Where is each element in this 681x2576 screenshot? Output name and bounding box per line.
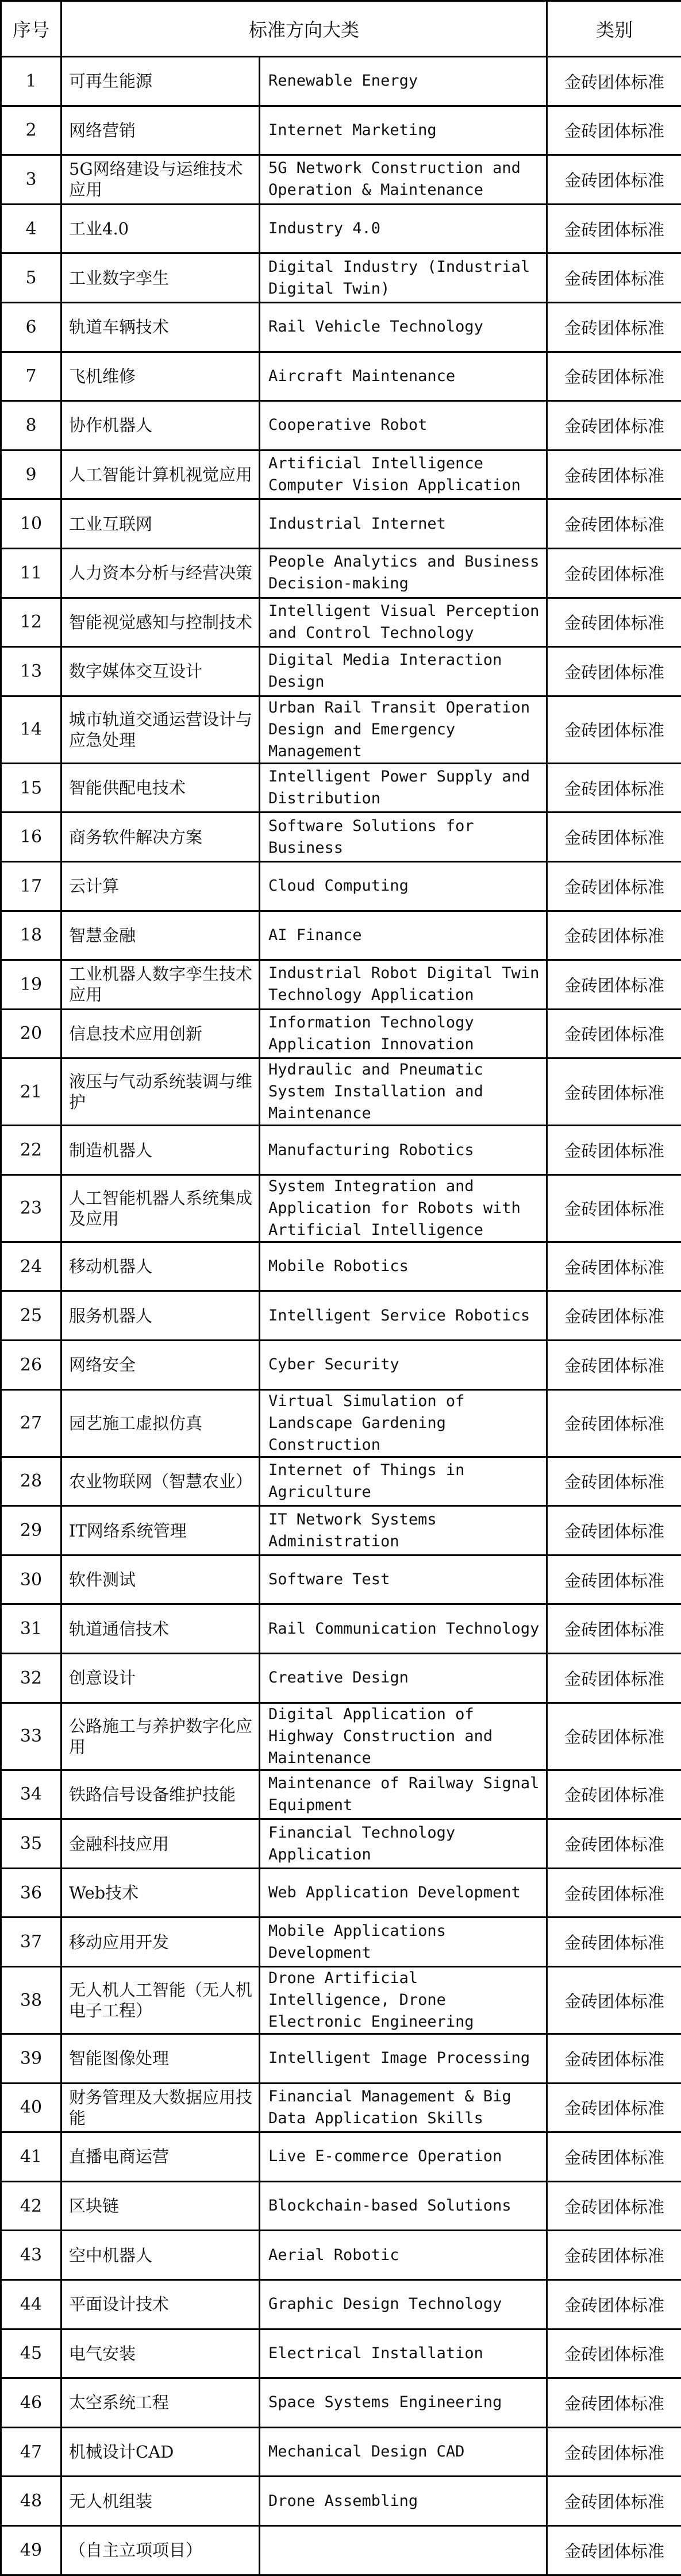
- category-cell: 金砖团体标准: [547, 1058, 681, 1126]
- direction-en: Cloud Computing: [260, 861, 547, 911]
- direction-cn: 平面设计技术: [61, 2279, 260, 2329]
- direction-cn: 工业数字孪生: [61, 253, 260, 303]
- table-row: [1, 548, 681, 598]
- category-cell: 金砖团体标准: [547, 1457, 681, 1506]
- row-number: 23: [1, 1175, 61, 1242]
- row-number: 36: [1, 1868, 61, 1917]
- table-row: [1, 911, 681, 960]
- table-row: [1, 1009, 681, 1058]
- table-row: [1, 1555, 681, 1604]
- direction-cn: 农业物联网（智慧农业）: [61, 1457, 260, 1506]
- category-cell: 金砖团体标准: [547, 1341, 681, 1390]
- row-number: 12: [1, 598, 61, 647]
- table-row: [1, 1341, 681, 1390]
- direction-cn: 太空系统工程: [61, 2378, 260, 2428]
- row-number: 41: [1, 2132, 61, 2182]
- table-row: [1, 1604, 681, 1654]
- category-cell: 金砖团体标准: [547, 1967, 681, 2034]
- row-number: 2: [1, 106, 61, 155]
- category-cell: 金砖团体标准: [547, 2329, 681, 2378]
- category-cell: 金砖团体标准: [547, 598, 681, 647]
- table-row: [1, 598, 681, 647]
- table-row: [1, 302, 681, 352]
- row-number: 9: [1, 450, 61, 499]
- direction-cn: 创意设计: [61, 1654, 260, 1703]
- table-row: [1, 1291, 681, 1341]
- direction-en: Artificial Intelligence Computer Vision Application: [260, 450, 547, 499]
- direction-en: Hydraulic and Pneumatic System Installation and Maintenance: [260, 1058, 547, 1126]
- row-number: 13: [1, 647, 61, 696]
- category-cell: 金砖团体标准: [547, 548, 681, 598]
- direction-cn: 轨道车辆技术: [61, 302, 260, 352]
- direction-cn: IT网络系统管理: [61, 1506, 260, 1555]
- category-cell: 金砖团体标准: [547, 813, 681, 862]
- direction-en: [260, 2525, 547, 2575]
- row-number: 21: [1, 1058, 61, 1126]
- direction-en: Financial Management & Big Data Application Skills: [260, 2083, 547, 2132]
- direction-cn: 城市轨道交通运营设计与应急处理: [61, 696, 260, 763]
- direction-en: Aerial Robotic: [260, 2231, 547, 2280]
- direction-en: Industrial Robot Digital Twin Technology Application: [260, 960, 547, 1010]
- row-number: 44: [1, 2279, 61, 2329]
- direction-cn: 人力资本分析与经营决策: [61, 548, 260, 598]
- category-cell: 金砖团体标准: [547, 2525, 681, 2575]
- category-cell: 金砖团体标准: [547, 1819, 681, 1869]
- row-number: 17: [1, 861, 61, 911]
- table-row: [1, 2132, 681, 2182]
- direction-cn: 铁路信号设备维护技能: [61, 1770, 260, 1819]
- table-row: [1, 1175, 681, 1242]
- direction-cn: 服务机器人: [61, 1291, 260, 1341]
- row-number: 37: [1, 1917, 61, 1967]
- direction-en: Live E-commerce Operation: [260, 2132, 547, 2182]
- direction-cn: 智能供配电技术: [61, 763, 260, 813]
- table-row: [1, 2279, 681, 2329]
- category-cell: 金砖团体标准: [547, 302, 681, 352]
- direction-en: Space Systems Engineering: [260, 2378, 547, 2428]
- direction-cn: 协作机器人: [61, 401, 260, 450]
- table-row: [1, 352, 681, 401]
- direction-en: Cooperative Robot: [260, 401, 547, 450]
- row-number: 10: [1, 499, 61, 549]
- table-row: [1, 647, 681, 696]
- direction-cn: Web技术: [61, 1868, 260, 1917]
- table-row: [1, 1868, 681, 1917]
- direction-en: AI Finance: [260, 911, 547, 960]
- direction-cn: 机械设计CAD: [61, 2427, 260, 2477]
- direction-cn: 财务管理及大数据应用技能: [61, 2083, 260, 2132]
- direction-cn: 智慧金融: [61, 911, 260, 960]
- row-number: 1: [1, 57, 61, 106]
- table-row: [1, 2427, 681, 2477]
- table-row: [1, 813, 681, 862]
- table-row: [1, 2231, 681, 2280]
- row-number: 11: [1, 548, 61, 598]
- table-row: [1, 763, 681, 813]
- category-cell: 金砖团体标准: [547, 1389, 681, 1457]
- category-cell: 金砖团体标准: [547, 911, 681, 960]
- direction-en: Renewable Energy: [260, 57, 547, 106]
- row-number: 15: [1, 763, 61, 813]
- category-cell: 金砖团体标准: [547, 1126, 681, 1175]
- direction-cn: 智能图像处理: [61, 2034, 260, 2084]
- direction-en: Urban Rail Transit Operation Design and Emergency Management: [260, 696, 547, 763]
- direction-cn: 制造机器人: [61, 1126, 260, 1175]
- category-cell: 金砖团体标准: [547, 1868, 681, 1917]
- category-cell: 金砖团体标准: [547, 2279, 681, 2329]
- table-row: [1, 1506, 681, 1555]
- direction-en: Mechanical Design CAD: [260, 2427, 547, 2477]
- direction-en: Creative Design: [260, 1654, 547, 1703]
- category-cell: 金砖团体标准: [547, 2231, 681, 2280]
- table-row: [1, 155, 681, 205]
- table-row: [1, 2378, 681, 2428]
- direction-cn: 公路施工与养护数字化应用: [61, 1703, 260, 1770]
- direction-en: Aircraft Maintenance: [260, 352, 547, 401]
- category-cell: 金砖团体标准: [547, 1291, 681, 1341]
- direction-en: Maintenance of Railway Signal Equipment: [260, 1770, 547, 1819]
- direction-cn: 工业互联网: [61, 499, 260, 549]
- row-number: 27: [1, 1389, 61, 1457]
- direction-en: Mobile Applications Development: [260, 1917, 547, 1967]
- category-cell: 金砖团体标准: [547, 57, 681, 106]
- table-row: [1, 57, 681, 106]
- table-row: [1, 1126, 681, 1175]
- direction-en: IT Network Systems Administration: [260, 1506, 547, 1555]
- direction-en: Web Application Development: [260, 1868, 547, 1917]
- direction-cn: 工业4.0: [61, 204, 260, 253]
- row-number: 26: [1, 1341, 61, 1390]
- category-cell: 金砖团体标准: [547, 1703, 681, 1770]
- row-number: 32: [1, 1654, 61, 1703]
- table-row: [1, 2181, 681, 2231]
- direction-cn: 金融科技应用: [61, 1819, 260, 1869]
- direction-cn: （自主立项项目）: [61, 2525, 260, 2575]
- row-number: 28: [1, 1457, 61, 1506]
- direction-cn: 直播电商运营: [61, 2132, 260, 2182]
- category-cell: 金砖团体标准: [547, 696, 681, 763]
- direction-en: Electrical Installation: [260, 2329, 547, 2378]
- header-no: 序号: [1, 1, 61, 57]
- direction-en: Drone Artificial Intelligence, Drone Electronic Engineering: [260, 1967, 547, 2034]
- category-cell: 金砖团体标准: [547, 204, 681, 253]
- table-row: [1, 696, 681, 763]
- category-cell: 金砖团体标准: [547, 647, 681, 696]
- row-number: 25: [1, 1291, 61, 1341]
- direction-en: Intelligent Power Supply and Distribution: [260, 763, 547, 813]
- direction-cn: 信息技术应用创新: [61, 1009, 260, 1058]
- row-number: 38: [1, 1967, 61, 2034]
- table-row: [1, 2477, 681, 2526]
- category-cell: 金砖团体标准: [547, 155, 681, 205]
- direction-cn: 网络安全: [61, 1341, 260, 1390]
- table-row: [1, 861, 681, 911]
- table-row: [1, 1058, 681, 1126]
- row-number: 8: [1, 401, 61, 450]
- row-number: 31: [1, 1604, 61, 1654]
- row-number: 24: [1, 1242, 61, 1291]
- table-row: [1, 1917, 681, 1967]
- category-cell: 金砖团体标准: [547, 499, 681, 549]
- category-cell: 金砖团体标准: [547, 960, 681, 1010]
- direction-en: Rail Vehicle Technology: [260, 302, 547, 352]
- row-number: 47: [1, 2427, 61, 2477]
- direction-cn: 飞机维修: [61, 352, 260, 401]
- direction-en: Software Test: [260, 1555, 547, 1604]
- table-body: [1, 57, 681, 2575]
- direction-en: Blockchain-based Solutions: [260, 2181, 547, 2231]
- row-number: 40: [1, 2083, 61, 2132]
- row-number: 45: [1, 2329, 61, 2378]
- direction-en: People Analytics and Business Decision-making: [260, 548, 547, 598]
- table-row: [1, 1654, 681, 1703]
- row-number: 16: [1, 813, 61, 862]
- header-direction: 标准方向大类: [61, 1, 547, 57]
- direction-cn: 数字媒体交互设计: [61, 647, 260, 696]
- direction-cn: 液压与气动系统装调与维护: [61, 1058, 260, 1126]
- direction-cn: 移动应用开发: [61, 1917, 260, 1967]
- row-number: 35: [1, 1819, 61, 1869]
- table-row: [1, 450, 681, 499]
- header-category: 类别: [547, 1, 681, 57]
- row-number: 19: [1, 960, 61, 1010]
- row-number: 33: [1, 1703, 61, 1770]
- row-number: 18: [1, 911, 61, 960]
- table-header-row: [1, 1, 681, 57]
- direction-en: Digital Application of Highway Construction and Maintenance: [260, 1703, 547, 1770]
- row-number: 43: [1, 2231, 61, 2280]
- row-number: 3: [1, 155, 61, 205]
- row-number: 7: [1, 352, 61, 401]
- direction-cn: 可再生能源: [61, 57, 260, 106]
- category-cell: 金砖团体标准: [547, 401, 681, 450]
- direction-en: Intelligent Service Robotics: [260, 1291, 547, 1341]
- direction-cn: 商务软件解决方案: [61, 813, 260, 862]
- category-cell: 金砖团体标准: [547, 2378, 681, 2428]
- row-number: 22: [1, 1126, 61, 1175]
- table-row: [1, 2329, 681, 2378]
- category-cell: 金砖团体标准: [547, 450, 681, 499]
- direction-en: Drone Assembling: [260, 2477, 547, 2526]
- direction-cn: 电气安装: [61, 2329, 260, 2378]
- row-number: 20: [1, 1009, 61, 1058]
- direction-cn: 无人机人工智能（无人机电子工程）: [61, 1967, 260, 2034]
- direction-en: Internet of Things in Agriculture: [260, 1457, 547, 1506]
- category-cell: 金砖团体标准: [547, 352, 681, 401]
- table-row: [1, 204, 681, 253]
- direction-en: Cyber Security: [260, 1341, 547, 1390]
- row-number: 6: [1, 302, 61, 352]
- direction-en: Industry 4.0: [260, 204, 547, 253]
- row-number: 48: [1, 2477, 61, 2526]
- direction-en: Manufacturing Robotics: [260, 1126, 547, 1175]
- direction-en: Internet Marketing: [260, 106, 547, 155]
- table-row: [1, 1967, 681, 2034]
- direction-en: Digital Media Interaction Design: [260, 647, 547, 696]
- direction-en: Graphic Design Technology: [260, 2279, 547, 2329]
- direction-cn: 园艺施工虚拟仿真: [61, 1389, 260, 1457]
- table-row: [1, 499, 681, 549]
- category-cell: 金砖团体标准: [547, 106, 681, 155]
- category-cell: 金砖团体标准: [547, 2083, 681, 2132]
- category-cell: 金砖团体标准: [547, 1604, 681, 1654]
- category-cell: 金砖团体标准: [547, 1555, 681, 1604]
- category-cell: 金砖团体标准: [547, 1242, 681, 1291]
- row-number: 34: [1, 1770, 61, 1819]
- row-number: 14: [1, 696, 61, 763]
- direction-cn: 网络营销: [61, 106, 260, 155]
- row-number: 4: [1, 204, 61, 253]
- direction-en: Intelligent Visual Perception and Control Technology: [260, 598, 547, 647]
- category-cell: 金砖团体标准: [547, 2477, 681, 2526]
- row-number: 30: [1, 1555, 61, 1604]
- direction-cn: 区块链: [61, 2181, 260, 2231]
- table-row: [1, 1703, 681, 1770]
- table-row: [1, 2034, 681, 2084]
- direction-en: 5G Network Construction and Operation & Maintenance: [260, 155, 547, 205]
- category-cell: 金砖团体标准: [547, 2034, 681, 2084]
- category-cell: 金砖团体标准: [547, 1009, 681, 1058]
- direction-cn: 人工智能计算机视觉应用: [61, 450, 260, 499]
- direction-cn: 无人机组装: [61, 2477, 260, 2526]
- direction-cn: 人工智能机器人系统集成及应用: [61, 1175, 260, 1242]
- direction-cn: 5G网络建设与运维技术应用: [61, 155, 260, 205]
- table-row: [1, 1819, 681, 1869]
- table-row: [1, 1242, 681, 1291]
- category-cell: 金砖团体标准: [547, 1770, 681, 1819]
- table-row: [1, 1389, 681, 1457]
- direction-en: Rail Communication Technology: [260, 1604, 547, 1654]
- category-cell: 金砖团体标准: [547, 1917, 681, 1967]
- direction-cn: 空中机器人: [61, 2231, 260, 2280]
- category-cell: 金砖团体标准: [547, 2181, 681, 2231]
- category-cell: 金砖团体标准: [547, 2427, 681, 2477]
- table-row: [1, 106, 681, 155]
- row-number: 46: [1, 2378, 61, 2428]
- table-row: [1, 960, 681, 1010]
- category-cell: 金砖团体标准: [547, 253, 681, 303]
- table-row: [1, 1457, 681, 1506]
- direction-en: Financial Technology Application: [260, 1819, 547, 1869]
- direction-en: Virtual Simulation of Landscape Gardening Construction: [260, 1389, 547, 1457]
- direction-en: Digital Industry (Industrial Digital Twin): [260, 253, 547, 303]
- direction-en: Intelligent Image Processing: [260, 2034, 547, 2084]
- direction-cn: 轨道通信技术: [61, 1604, 260, 1654]
- direction-en: Information Technology Application Innovation: [260, 1009, 547, 1058]
- category-cell: 金砖团体标准: [547, 763, 681, 813]
- table-row: [1, 2525, 681, 2575]
- direction-cn: 云计算: [61, 861, 260, 911]
- table-row: [1, 401, 681, 450]
- table-row: [1, 1770, 681, 1819]
- row-number: 39: [1, 2034, 61, 2084]
- direction-cn: 工业机器人数字孪生技术应用: [61, 960, 260, 1010]
- direction-cn: 移动机器人: [61, 1242, 260, 1291]
- row-number: 49: [1, 2525, 61, 2575]
- direction-cn: 软件测试: [61, 1555, 260, 1604]
- category-cell: 金砖团体标准: [547, 1654, 681, 1703]
- category-cell: 金砖团体标准: [547, 1175, 681, 1242]
- row-number: 42: [1, 2181, 61, 2231]
- category-cell: 金砖团体标准: [547, 861, 681, 911]
- category-cell: 金砖团体标准: [547, 2132, 681, 2182]
- table-row: [1, 2083, 681, 2132]
- direction-cn: 智能视觉感知与控制技术: [61, 598, 260, 647]
- direction-en: Industrial Internet: [260, 499, 547, 549]
- category-cell: 金砖团体标准: [547, 1506, 681, 1555]
- row-number: 5: [1, 253, 61, 303]
- direction-en: Mobile Robotics: [260, 1242, 547, 1291]
- row-number: 29: [1, 1506, 61, 1555]
- direction-en: Software Solutions for Business: [260, 813, 547, 862]
- table-row: [1, 253, 681, 303]
- direction-en: System Integration and Application for Robots with Artificial Intelligence: [260, 1175, 547, 1242]
